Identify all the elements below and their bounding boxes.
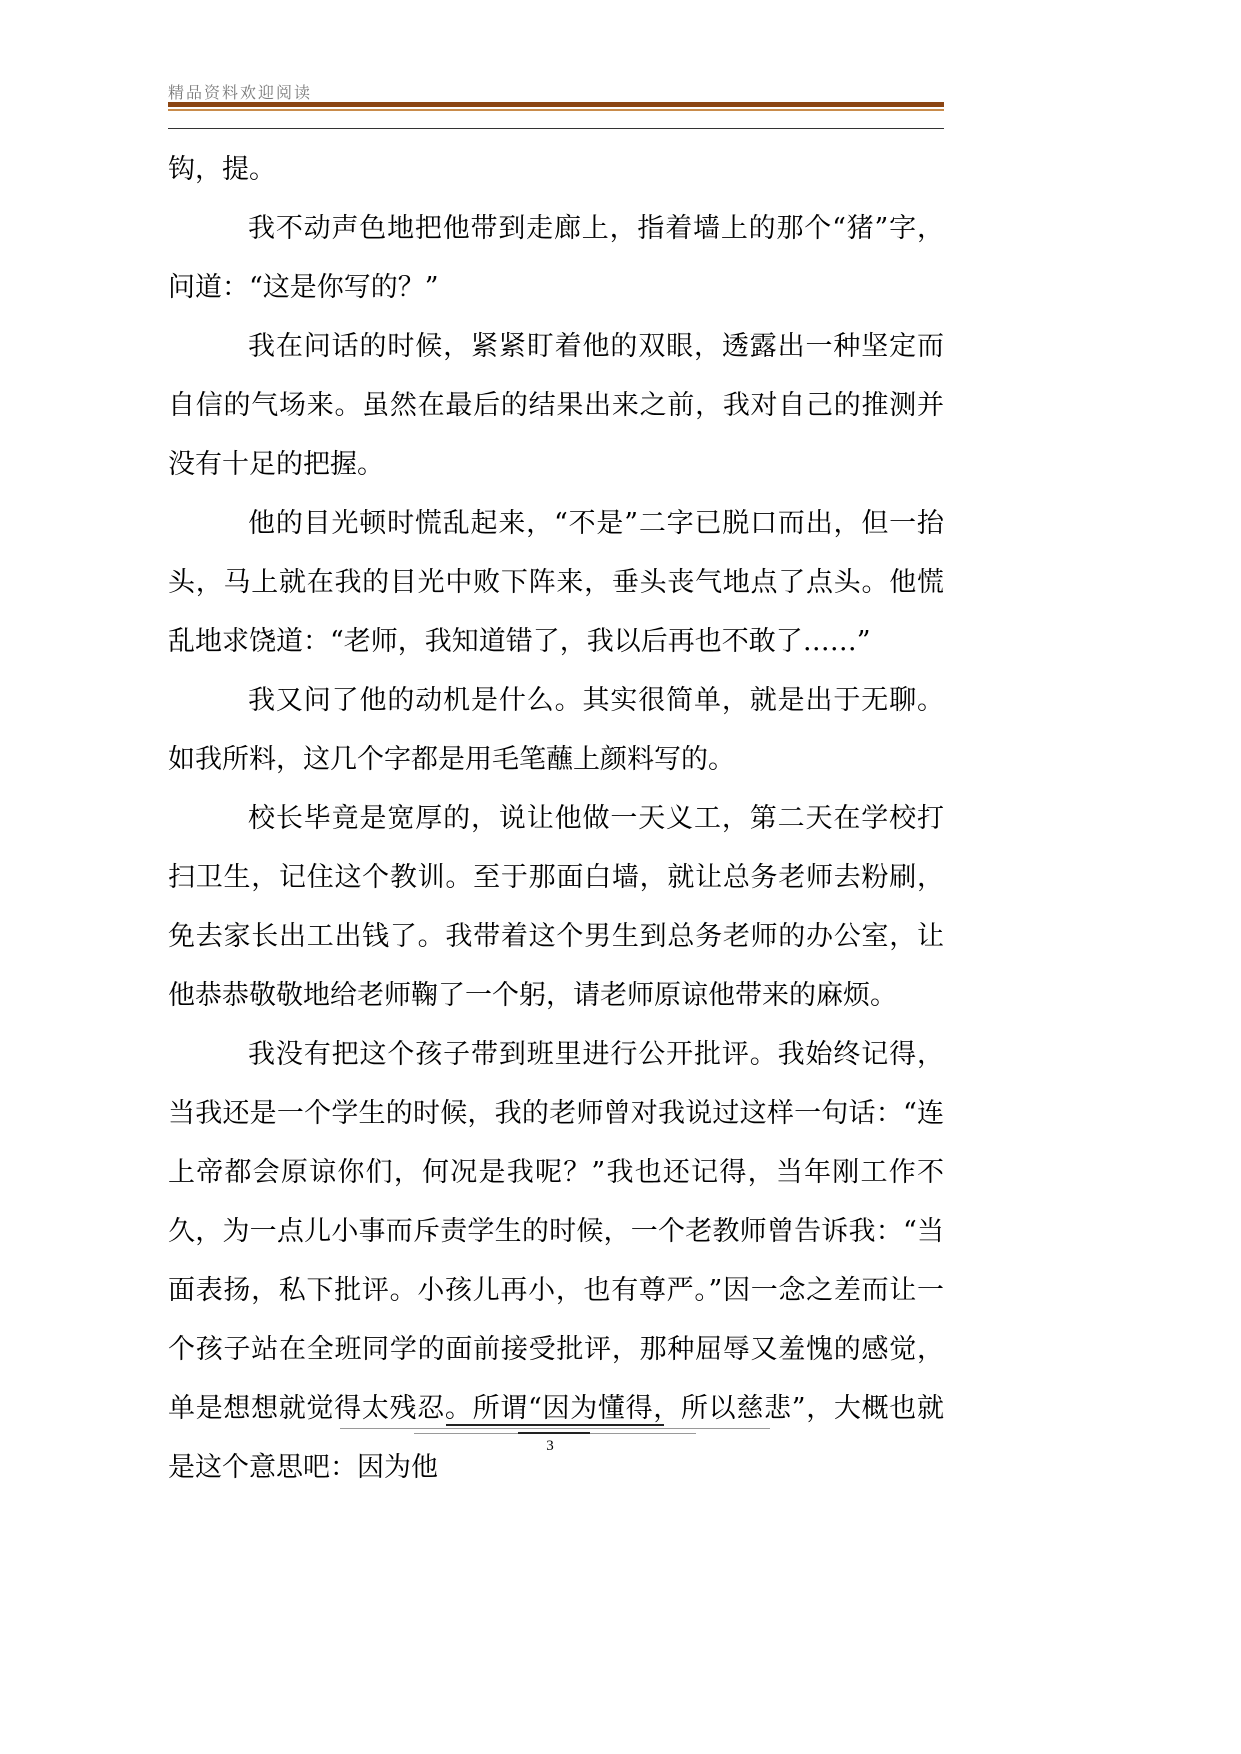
header-rule-thick	[168, 102, 944, 107]
paragraph: 我没有把这个孩子带到班里进行公开批评。我始终记得，当我还是一个学生的时候，我的老师曾对我说过这样一句话：“连上帝都会原谅你们，何况是我呢？”我也还记得，当年刚工作不久，为一点儿小事而斥责学生的时候，一个老教师曾告诉我：“当面表扬，私下批评。小孩儿再小，也有尊严。”因一念之差而让一个孩子站在全班同学的面前接受批评，那种屈辱又羞愧的感觉，单是想想就觉得太残忍。所谓“因为懂得，所以慈悲”，大概也就是这个意思吧：因为他	[168, 1039, 944, 1483]
paragraph: 校长毕竟是宽厚的，说让他做一天义工，第二天在学校打扫卫生，记住这个教训。至于那面白墙，就让总务老师去粉刷，免去家长出工出钱了。我带着这个男生到总务老师的办公室，让他恭恭敬敬地给老师鞠了一个躬，请老师原谅他带来的麻烦。	[168, 803, 944, 1011]
header-rule-accent	[168, 109, 944, 111]
paragraph: 我又问了他的动机是什么。其实很简单，就是出于无聊。如我所料，这几个字都是用毛笔蘸上颜料写的。	[168, 685, 944, 775]
footer-rule-outer	[340, 1428, 770, 1429]
paragraph: 我在问话的时候，紧紧盯着他的双眼，透露出一种坚定而自信的气场来。虽然在最后的结果出来之前，我对自己的推测并没有十足的把握。	[168, 331, 944, 480]
paragraph: 我不动声色地把他带到走廊上，指着墙上的那个“猪”字，问道：“这是你写的？”	[168, 213, 944, 303]
paragraph-continuation: 钩，提。	[168, 154, 276, 185]
document-body	[168, 140, 944, 1497]
footer-rule-center	[518, 1432, 590, 1434]
header-rule-thin	[168, 128, 944, 129]
header-title: 精品资料欢迎阅读	[168, 83, 313, 102]
page-number: 3	[546, 1438, 554, 1454]
paragraph: 他的目光顿时慌乱起来，“不是”二字已脱口而出，但一抬头，马上就在我的目光中败下阵来，垂头丧气地点了点头。他慌乱地求饶道：“老师，我知道错了，我以后再也不敢了……”	[168, 508, 944, 657]
footer-rule-dark	[446, 1424, 664, 1426]
